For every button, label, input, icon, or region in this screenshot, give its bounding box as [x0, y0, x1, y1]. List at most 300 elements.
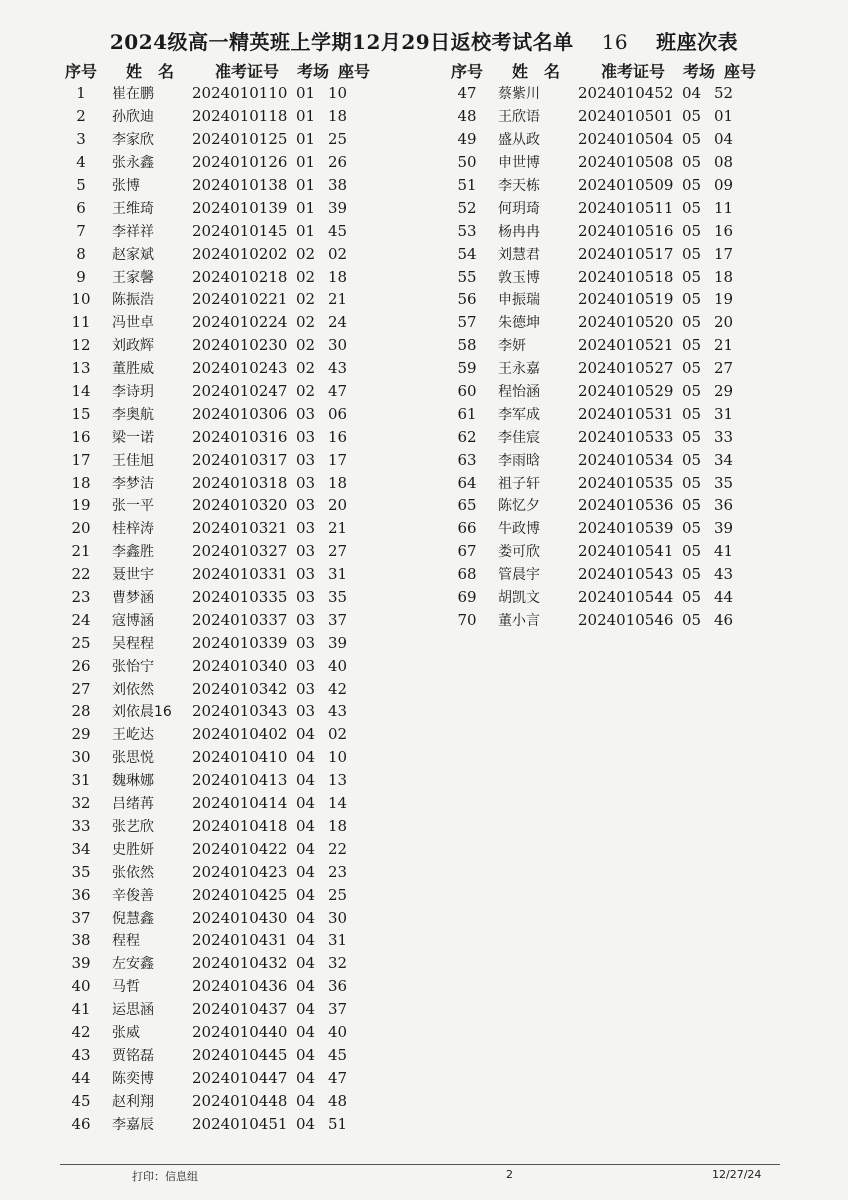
table-row	[54, 998, 374, 1021]
cell-seat: 43	[328, 359, 348, 378]
cell-seq: 12	[71, 336, 91, 355]
cell-exam-id: 2024010327	[192, 542, 288, 561]
cell-name: 张博	[112, 178, 140, 194]
cell-exam-id: 2024010317	[192, 450, 288, 469]
header-seq: 序号	[450, 61, 483, 81]
cell-seat: 30	[328, 336, 348, 355]
cell-exam-id: 2024010125	[192, 130, 288, 149]
cell-exam-id: 2024010202	[192, 244, 288, 263]
left-table-body	[54, 82, 374, 1135]
cell-seq: 32	[71, 794, 91, 813]
cell-exam-id: 2024010221	[192, 290, 288, 309]
cell-seat: 27	[328, 542, 348, 561]
cell-seat: 47	[328, 1068, 348, 1087]
table-row	[54, 380, 374, 403]
header-seat: 座号	[337, 61, 370, 81]
cell-room: 03	[296, 633, 316, 652]
cell-name: 王永嘉	[498, 361, 540, 378]
cell-seq: 16	[71, 427, 91, 446]
cell-seat: 17	[714, 244, 734, 263]
cell-name: 曹梦涵	[112, 590, 154, 607]
cell-seq: 44	[71, 1068, 91, 1087]
cell-seq: 68	[457, 565, 477, 584]
cell-exam-id: 2024010529	[578, 382, 674, 401]
cell-seq: 63	[457, 450, 477, 469]
cell-seat: 42	[328, 679, 348, 698]
cell-exam-id: 2024010343	[192, 702, 288, 721]
cell-name: 王家馨	[112, 269, 154, 286]
table-row	[54, 860, 374, 883]
cell-seat: 19	[714, 290, 734, 309]
table-row	[54, 815, 374, 838]
cell-name: 董胜威	[112, 361, 154, 378]
cell-room: 04	[296, 954, 316, 973]
cell-exam-id: 2024010320	[192, 496, 288, 515]
cell-room: 05	[682, 153, 702, 172]
cell-name: 王屹达	[112, 727, 154, 744]
cell-room: 04	[296, 816, 316, 835]
table-row	[440, 563, 760, 586]
cell-exam-id: 2024010447	[192, 1068, 288, 1087]
cell-seat: 40	[328, 656, 348, 675]
cell-exam-id: 2024010218	[192, 267, 288, 286]
cell-name: 胡凯文	[498, 590, 540, 607]
cell-seat: 30	[328, 908, 348, 927]
cell-exam-id: 2024010511	[578, 198, 674, 217]
cell-exam-id: 2024010423	[192, 862, 288, 881]
cell-exam-id: 2024010321	[192, 519, 288, 538]
header-name: 姓 名	[125, 61, 174, 81]
cell-exam-id: 2024010402	[192, 725, 288, 744]
cell-room: 04	[296, 794, 316, 813]
cell-room: 05	[682, 382, 702, 401]
cell-exam-id: 2024010139	[192, 198, 288, 217]
cell-room: 04	[296, 908, 316, 927]
cell-seat: 22	[328, 839, 348, 858]
table-row	[440, 128, 760, 151]
table-row	[54, 608, 374, 631]
cell-name: 李妍	[498, 338, 526, 355]
cell-seq: 50	[457, 153, 477, 172]
cell-exam-id: 2024010536	[578, 496, 674, 515]
table-row	[54, 906, 374, 929]
table-row	[54, 883, 374, 906]
cell-seat: 31	[328, 931, 348, 950]
table-row	[54, 219, 374, 242]
title-suffix: 班座次表	[656, 30, 739, 54]
cell-seq: 65	[457, 496, 477, 515]
header-room: 考场	[296, 61, 329, 81]
cell-seat: 31	[328, 565, 348, 584]
cell-seq: 21	[71, 542, 91, 561]
cell-seat: 46	[714, 610, 734, 629]
table-row	[54, 425, 374, 448]
cell-exam-id: 2024010518	[578, 267, 674, 286]
cell-room: 03	[296, 404, 316, 423]
header-seat: 座号	[723, 61, 756, 81]
cell-seat: 51	[328, 1114, 348, 1133]
cell-room: 04	[296, 1000, 316, 1019]
cell-room: 04	[296, 771, 316, 790]
cell-seat: 38	[328, 176, 348, 194]
cell-room: 02	[296, 313, 316, 332]
cell-name: 崔在鹏	[112, 86, 154, 103]
cell-name: 冯世卓	[112, 315, 154, 332]
cell-room: 04	[296, 931, 316, 950]
table-row	[54, 1066, 374, 1089]
cell-name: 刘政辉	[112, 338, 154, 355]
cell-room: 05	[682, 519, 702, 538]
cell-room: 05	[682, 176, 702, 194]
cell-name: 朱德坤	[498, 315, 540, 332]
cell-room: 01	[296, 107, 316, 126]
table-row	[440, 105, 760, 128]
cell-name: 陈振浩	[112, 292, 154, 309]
cell-seat: 10	[328, 748, 348, 767]
cell-room: 02	[296, 244, 316, 263]
right-table-body	[440, 82, 760, 631]
cell-exam-id: 2024010230	[192, 336, 288, 355]
cell-room: 05	[682, 107, 702, 126]
cell-room: 04	[296, 1045, 316, 1064]
cell-seat: 20	[714, 313, 734, 332]
table-row	[54, 677, 374, 700]
cell-name: 马哲	[112, 979, 140, 996]
cell-seat: 25	[328, 885, 348, 904]
cell-name: 赵家斌	[112, 246, 154, 263]
cell-name: 左安鑫	[112, 956, 154, 973]
cell-name: 刘慧君	[498, 246, 540, 263]
cell-name: 倪慧鑫	[112, 910, 154, 927]
cell-exam-id: 2024010247	[192, 382, 288, 401]
cell-seq: 48	[457, 107, 477, 126]
cell-seat: 45	[328, 1045, 348, 1064]
cell-room: 02	[296, 336, 316, 355]
cell-seq: 35	[71, 862, 91, 881]
table-row	[440, 242, 760, 265]
cell-room: 05	[682, 542, 702, 561]
cell-exam-id: 2024010342	[192, 679, 288, 698]
table-row	[440, 380, 760, 403]
cell-room: 05	[682, 313, 702, 332]
cell-name: 王维琦	[112, 200, 154, 217]
cell-seq: 61	[457, 404, 477, 423]
cell-room: 05	[682, 610, 702, 629]
cell-name: 张一平	[112, 498, 154, 515]
cell-exam-id: 2024010452	[578, 84, 674, 103]
cell-seq: 2	[76, 107, 86, 126]
cell-seq: 42	[71, 1022, 91, 1041]
cell-room: 05	[682, 130, 702, 149]
cell-name: 魏琳娜	[112, 773, 154, 790]
cell-exam-id: 2024010410	[192, 748, 288, 767]
cell-exam-id: 2024010544	[578, 588, 674, 607]
cell-seq: 45	[71, 1091, 91, 1110]
cell-exam-id: 2024010535	[578, 473, 674, 492]
cell-exam-id: 2024010533	[578, 427, 674, 446]
cell-name: 辛俊善	[112, 887, 154, 904]
cell-seq: 51	[457, 176, 477, 194]
cell-exam-id: 2024010425	[192, 885, 288, 904]
cell-name: 何玥琦	[498, 200, 540, 217]
table-row	[54, 654, 374, 677]
page-title	[0, 26, 848, 55]
cell-room: 03	[296, 519, 316, 538]
table-row	[54, 448, 374, 471]
table-row	[54, 631, 374, 654]
cell-seq: 70	[457, 610, 477, 629]
cell-seat: 16	[714, 221, 734, 240]
cell-seat: 27	[714, 359, 734, 378]
cell-room: 03	[296, 542, 316, 561]
table-row	[54, 494, 374, 517]
cell-room: 05	[682, 221, 702, 240]
cell-room: 04	[296, 725, 316, 744]
cell-room: 05	[682, 450, 702, 469]
cell-room: 03	[296, 679, 316, 698]
table-row	[54, 700, 374, 723]
cell-seq: 26	[71, 656, 91, 675]
cell-seat: 39	[328, 633, 348, 652]
cell-room: 05	[682, 496, 702, 515]
table-row	[440, 608, 760, 631]
cell-name: 李梦洁	[112, 475, 154, 492]
header-name: 姓 名	[511, 61, 560, 81]
cell-seq: 10	[71, 290, 91, 309]
cell-exam-id: 2024010339	[192, 633, 288, 652]
cell-seat: 44	[714, 588, 734, 607]
cell-exam-id: 2024010501	[578, 107, 674, 126]
cell-name: 程怡涵	[498, 384, 540, 401]
footer-divider	[60, 1164, 780, 1165]
cell-room: 05	[682, 359, 702, 378]
cell-seq: 56	[457, 290, 477, 309]
table-row	[54, 151, 374, 174]
cell-name: 陈奕博	[112, 1070, 154, 1087]
table-row	[440, 448, 760, 471]
cell-name: 娄可欣	[498, 544, 540, 561]
cell-name: 吕绪苒	[112, 796, 154, 813]
cell-exam-id: 2024010331	[192, 565, 288, 584]
cell-room: 01	[296, 221, 316, 240]
cell-exam-id: 2024010318	[192, 473, 288, 492]
cell-seq: 8	[76, 244, 86, 263]
cell-exam-id: 2024010440	[192, 1022, 288, 1041]
cell-name: 董小言	[498, 612, 540, 629]
cell-room: 03	[296, 565, 316, 584]
cell-room: 04	[296, 839, 316, 858]
header-room: 考场	[682, 61, 715, 81]
cell-seq: 30	[71, 748, 91, 767]
cell-seat: 18	[328, 473, 348, 492]
cell-exam-id: 2024010243	[192, 359, 288, 378]
table-row	[440, 311, 760, 334]
table-row	[54, 402, 374, 425]
cell-seq: 19	[71, 496, 91, 515]
cell-room: 03	[296, 450, 316, 469]
cell-exam-id: 2024010316	[192, 427, 288, 446]
cell-exam-id: 2024010527	[578, 359, 674, 378]
cell-exam-id: 2024010531	[578, 404, 674, 423]
cell-room: 05	[682, 588, 702, 607]
cell-seq: 53	[457, 221, 477, 240]
cell-seat: 21	[328, 290, 348, 309]
cell-name: 梁一诺	[112, 429, 154, 446]
title-class-number: 16	[601, 30, 629, 54]
cell-room: 01	[296, 176, 316, 194]
cell-seat: 47	[328, 382, 348, 401]
header-seq: 序号	[64, 61, 97, 81]
cell-seat: 43	[328, 702, 348, 721]
cell-room: 01	[296, 198, 316, 217]
cell-name: 李诗玥	[112, 384, 154, 401]
cell-room: 04	[296, 748, 316, 767]
cell-seq: 15	[71, 404, 91, 423]
cell-name: 申世博	[498, 155, 540, 172]
cell-room: 03	[296, 473, 316, 492]
cell-seq: 3	[76, 130, 86, 149]
footer-date: 12/27/24	[712, 1168, 762, 1181]
cell-room: 05	[682, 198, 702, 217]
table-row	[54, 837, 374, 860]
cell-seat: 01	[714, 107, 734, 126]
cell-seat: 40	[328, 1022, 348, 1041]
cell-exam-id: 2024010508	[578, 153, 674, 172]
cell-exam-id: 2024010448	[192, 1091, 288, 1110]
cell-exam-id: 2024010306	[192, 404, 288, 423]
cell-seat: 29	[714, 382, 734, 401]
cell-exam-id: 2024010337	[192, 610, 288, 629]
cell-exam-id: 2024010430	[192, 908, 288, 927]
cell-seat: 04	[714, 130, 734, 149]
table-row	[54, 975, 374, 998]
cell-exam-id: 2024010504	[578, 130, 674, 149]
cell-seat: 21	[328, 519, 348, 538]
cell-name: 李奥航	[112, 406, 154, 423]
cell-name: 蔡紫川	[498, 86, 540, 103]
cell-name: 王佳旭	[112, 452, 154, 469]
cell-name: 孙欣迪	[112, 109, 154, 126]
cell-seq: 18	[71, 473, 91, 492]
cell-exam-id: 2024010436	[192, 977, 288, 996]
cell-room: 05	[682, 336, 702, 355]
cell-room: 04	[296, 1091, 316, 1110]
cell-exam-id: 2024010126	[192, 153, 288, 172]
cell-name: 程程	[112, 933, 140, 950]
table-row	[54, 769, 374, 792]
cell-seq: 60	[457, 382, 477, 401]
cell-room: 04	[296, 1068, 316, 1087]
table-row	[440, 540, 760, 563]
cell-room: 05	[682, 404, 702, 423]
cell-seat: 06	[328, 404, 348, 423]
cell-seq: 34	[71, 839, 91, 858]
cell-seq: 33	[71, 816, 91, 835]
cell-seq: 58	[457, 336, 477, 355]
cell-exam-id: 2024010418	[192, 816, 288, 835]
cell-name: 赵利翔	[112, 1093, 154, 1110]
cell-exam-id: 2024010432	[192, 954, 288, 973]
cell-seat: 39	[714, 519, 734, 538]
cell-seq: 41	[71, 1000, 91, 1019]
right-column-table	[440, 58, 760, 631]
cell-name: 运思涵	[112, 1002, 154, 1019]
cell-seq: 40	[71, 977, 91, 996]
table-row	[54, 1089, 374, 1112]
cell-seq: 36	[71, 885, 91, 904]
cell-seq: 38	[71, 931, 91, 950]
cell-seat: 41	[714, 542, 734, 561]
cell-name: 申振瑞	[498, 292, 540, 309]
cell-name: 杨冉冉	[498, 223, 540, 240]
cell-seat: 31	[714, 404, 734, 423]
table-row	[54, 1043, 374, 1066]
cell-room: 03	[296, 588, 316, 607]
cell-room: 03	[296, 702, 316, 721]
cell-seat: 33	[714, 427, 734, 446]
table-row	[54, 517, 374, 540]
cell-room: 03	[296, 427, 316, 446]
cell-name: 牛政博	[498, 521, 540, 538]
cell-seq: 25	[71, 633, 91, 652]
cell-seq: 24	[71, 610, 91, 629]
cell-seat: 18	[714, 267, 734, 286]
cell-room: 05	[682, 244, 702, 263]
cell-name: 李鑫胜	[112, 544, 154, 561]
cell-exam-id: 2024010118	[192, 107, 288, 126]
cell-exam-id: 2024010145	[192, 221, 288, 240]
cell-room: 03	[296, 610, 316, 629]
cell-room: 01	[296, 153, 316, 172]
cell-seq: 37	[71, 908, 91, 927]
cell-seq: 29	[71, 725, 91, 744]
cell-exam-id: 2024010437	[192, 1000, 288, 1019]
table-row	[54, 540, 374, 563]
cell-seat: 20	[328, 496, 348, 515]
table-row	[440, 151, 760, 174]
cell-name: 李祥祥	[112, 223, 154, 240]
cell-seq: 17	[71, 450, 91, 469]
table-row	[440, 425, 760, 448]
title-main: 2024级高一精英班上学期12月29日返校考试名单	[109, 30, 574, 54]
table-row	[54, 1021, 374, 1044]
cell-seq: 46	[71, 1114, 91, 1133]
cell-name: 吴程程	[112, 635, 154, 652]
header-exam-id: 准考证号	[214, 61, 279, 81]
table-header	[54, 58, 374, 82]
cell-seq: 9	[76, 267, 86, 286]
cell-seat: 13	[328, 771, 348, 790]
cell-seq: 49	[457, 130, 477, 149]
cell-name: 李天栋	[498, 178, 540, 194]
cell-exam-id: 2024010543	[578, 565, 674, 584]
cell-exam-id: 2024010431	[192, 931, 288, 950]
cell-seat: 37	[328, 610, 348, 629]
header-exam-id: 准考证号	[600, 61, 665, 81]
table-row	[54, 746, 374, 769]
table-row	[54, 288, 374, 311]
cell-name: 张永鑫	[112, 155, 154, 172]
cell-name: 李嘉辰	[112, 1116, 154, 1133]
cell-seq: 59	[457, 359, 477, 378]
cell-seat: 09	[714, 176, 734, 194]
cell-room: 01	[296, 130, 316, 149]
cell-name: 聂世宇	[112, 567, 154, 584]
cell-seat: 25	[328, 130, 348, 149]
cell-name: 刘依然	[112, 681, 154, 698]
table-row	[54, 174, 374, 197]
cell-room: 05	[682, 565, 702, 584]
